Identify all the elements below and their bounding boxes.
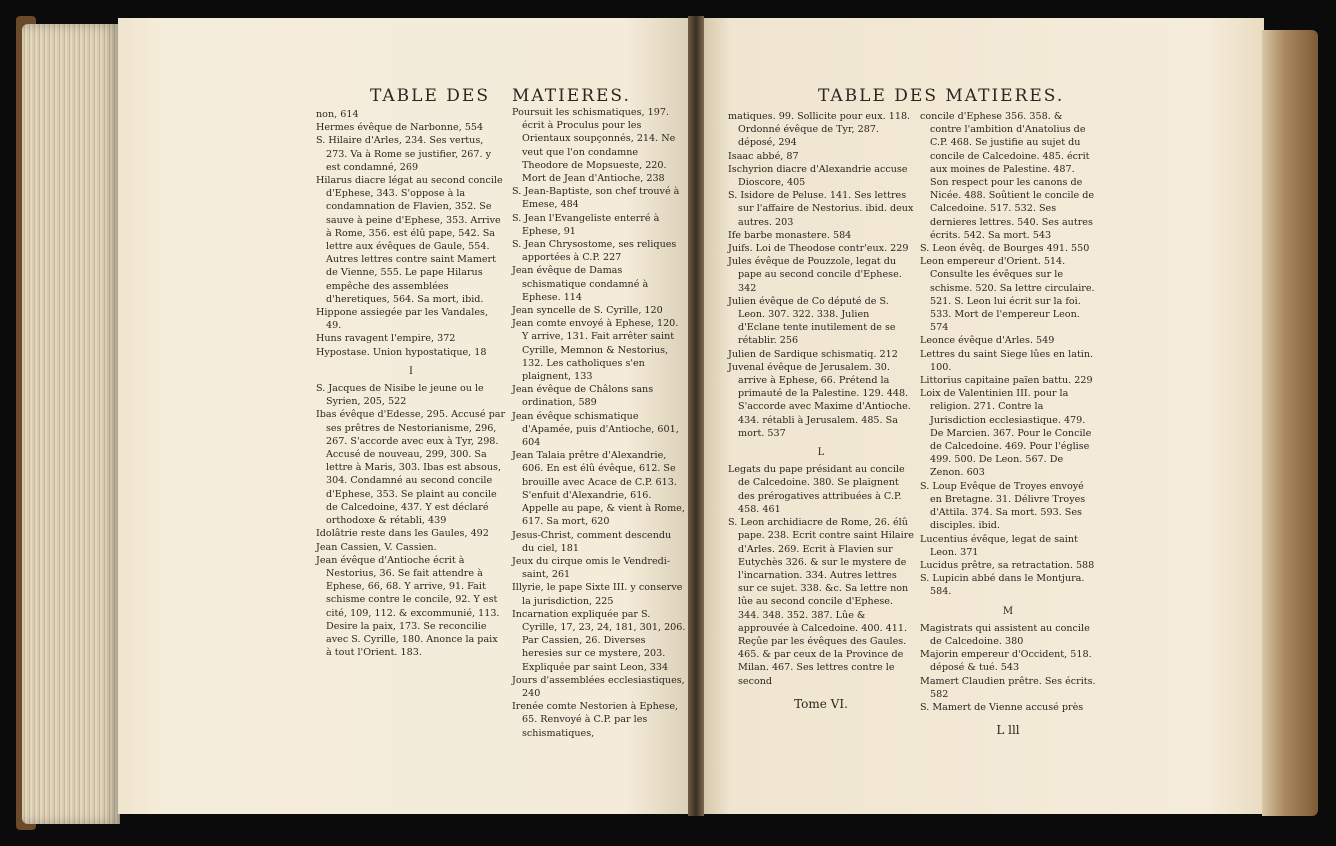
index-entry: Magistrats qui assistent au concile de Calcedoine. 380: [920, 622, 1090, 647]
index-entry: S. Isidore de Peluse. 141. Ses lettres sur l'affaire de Nestorius. ibid. deux autres. 203: [728, 190, 914, 228]
index-entry: concile d'Ephese 356. 358. & contre l'ambition d'Anatolius de C.P. 468. Se justifie au sujet du concile de Calcedoine. 485. écrit aux moines de Palestine. 487. Son respect pour les canons de Nicée. 488. Soûtient le concile de Calcedoine. 517. 532. Ses dernieres lettres. 540. Ses autres écrits. 542. Sa mort. 543: [920, 111, 1095, 241]
index-entry: S. Jacques de Nisibe le jeune ou le Syrien, 205, 522: [316, 383, 484, 408]
index-entry: S. Loup Evêque de Troyes envoyé en Bretagne. 31. Délivre Troyes d'Attila. 374. Sa mort. 593. Ses disciples. ibid.: [920, 480, 1086, 532]
index-entry: Huns ravagent l'empire, 372: [316, 333, 456, 345]
book-gutter: [688, 16, 704, 816]
index-entry: S. Jean Chrysostome, ses reliques apportées à C.P. 227: [512, 239, 677, 264]
index-entry: Ibas évêque d'Edesse, 295. Accusé par ses prêtres de Nestorianisme, 296, 267. S'accorde avec eux à Tyr, 298. Accusé de nouveau, 299, 300. Sa lettre à Maris, 303. Ibas est absous, 304. Condamné au second concile d'Ephese, 353. Se plaint au concile de Calcedoine, 437. Y est déclaré orthodoxe & rétabli, 439: [316, 409, 506, 527]
index-entry: Jean syncelle de S. Cyrille, 120: [512, 305, 663, 317]
index-entry: Incarnation expliquée par S. Cyrille, 17, 23, 24, 181, 301, 206. Par Cassien, 26. Diverses heresies sur ce mystere, 203. Expliquée par saint Leon, 334: [512, 608, 686, 673]
index-entry: S. Jean l'Evangeliste enterré à Ephese, 91: [512, 212, 660, 237]
index-entry: Jean évêque de Damas schismatique condamné à Ephese. 114: [512, 265, 649, 303]
index-entry: non, 614: [316, 109, 359, 120]
index-entry: Julien de Sardique schismatiq. 212: [728, 348, 898, 360]
page-signature: Tome VI.: [794, 696, 848, 711]
index-entry: S. Lupicin abbé dans le Montjura. 584.: [920, 573, 1085, 598]
index-entry: S. Leon archidiacre de Rome, 26. élû pape. 238. Ecrit contre saint Hilaire d'Arles. 269. Ecrit à Flavien sur Eutychès 326. & sur le mystere de l'incarnation. 334. Autres lettres sur ce sujet. 338. &c. Sa lettre non lûe au second concile d'Ephese. 344. 348. 352. 387. Lûe & approuvée à Calcedoine. 400. 411. Reçûe par les évêques des Gaules. 465. & par ceux de la Province de Milan. 467. Ses lettres contre le second: [728, 517, 914, 687]
column-2: [512, 106, 686, 740]
index-entry: Lucidus prêtre, sa retractation. 588: [920, 559, 1095, 571]
column-4: [920, 110, 1096, 737]
index-entry: S. Hilaire d'Arles, 234. Ses vertus, 273. Va à Rome se justifier, 267. y est condamné, 269: [316, 135, 492, 173]
index-entry: Leonce évêque d'Arles. 549: [920, 335, 1055, 347]
index-entry: Poursuit les schismatiques, 197. écrit à Proculus pour les Orientaux soupçonnés, 214. Ne veut que l'on condamne Theodore de Mopsueste, 220. Mort de Jean d'Antioche, 238: [512, 107, 676, 185]
book-cover-right: [1262, 30, 1318, 816]
index-entry: Hilarus diacre légat au second concile d'Ephese, 343. S'oppose à la condamnation de Flavien, 352. Se sauve à peine d'Ephese, 353. Arrive à Rome, 356. est élû pape, 542. Sa lettre aux évêques de Gaule, 554. Autres lettres contre saint Mamert de Vienne, 555. Le pape Hilarus empêche des assemblées d'heretiques, 564. Sa mort, ibid.: [316, 175, 503, 305]
index-entry: S. Mamert de Vienne accusé près: [920, 701, 1084, 713]
index-entry: Hippone assiegée par les Vandales, 49.: [316, 307, 488, 332]
left-page-header: TABLE DES: [370, 86, 490, 106]
index-entry: Jean Talaia prêtre d'Alexandrie, 606. En est élû évêque, 612. Se brouille avec Acace de C.P. 613. S'enfuit d'Alexandrie, 616. Appelle au pape, & vient à Rome, 617. Sa mort, 620: [512, 450, 685, 528]
index-entry: Lettres du saint Siege lûes en latin. 100.: [920, 348, 1094, 373]
page-signature: L lll: [996, 723, 1020, 738]
center-header: MATIERES.: [512, 86, 631, 106]
index-entry: S. Leon évêq. de Bourges 491. 550: [920, 243, 1090, 255]
index-entry: matiques. 99. Sollicite pour eux. 118. Ordonné évêque de Tyr, 287. déposé, 294: [728, 111, 911, 149]
index-entry: Illyrie, le pape Sixte III. y conserve la jurisdiction, 225: [512, 582, 683, 607]
index-entry: Juifs. Loi de Theodose contr'eux. 229: [728, 243, 909, 255]
index-entry: Littorius capitaine païen battu. 229: [920, 375, 1093, 387]
index-entry: Hermes évêque de Narbonne, 554: [316, 122, 484, 134]
index-entry: Mamert Claudien prêtre. Ses écrits. 582: [920, 675, 1096, 700]
index-entry: Leon empereur d'Orient. 514. Consulte les évêques sur le schisme. 520. Sa lettre circulaire. 521. S. Leon lui écrit sur la foi. 533. Mort de l'empereur Leon. 574: [920, 256, 1095, 334]
section-letter: M: [1002, 605, 1014, 617]
index-entry: Jean évêque d'Antioche écrit à Nestorius, 36. Se fait attendre à Ephese, 66, 68. Y arrive, 91. Fait schisme contre le concile, 92. Y est cité, 109, 112. & excommunié, 113. Desire la paix, 173. Se reconcilie avec S. Cyrille, 180. Anonce la paix à tout l'Orient. 183.: [316, 554, 500, 659]
index-entry: S. Jean-Baptiste, son chef trouvé à Emese, 484: [512, 186, 680, 211]
index-entry: Jean évêque schismatique d'Apamée, puis d'Antioche, 601, 604: [512, 410, 679, 449]
index-entry: Jours d'assemblées ecclesiastiques, 240: [512, 674, 685, 699]
index-entry: Lucentius évêque, legat de saint Leon. 371: [920, 533, 1078, 558]
section-letter: L: [817, 447, 825, 459]
index-entry: Jean évêque de Châlons sans ordination, 589: [512, 384, 654, 409]
index-entry: Legats du pape présidant au concile de Calcedoine. 380. Se plaignent des prérogatives attribuées à C.P. 458. 461: [728, 464, 905, 515]
index-entry: Juvenal évêque de Jerusalem. 30. arrive à Ephese, 66. Prétend la primauté de la Palestine. 129. 448. S'accorde avec Maxime d'Antioche. 434. rétabli à Jerusalem. 485. Sa mort. 537: [728, 361, 911, 439]
section-letter: I: [409, 365, 413, 377]
index-entry: Jean Cassien, V. Cassien.: [316, 541, 437, 553]
index-entry: Ischyrion diacre d'Alexandrie accuse Dioscore, 405: [728, 163, 908, 189]
index-entry: Julien évêque de Co député de S. Leon. 307. 322. 338. Julien d'Eclane tente inutilement de se rétablir. 256: [728, 295, 896, 347]
index-entry: Majorin empereur d'Occident, 518. déposé & tué. 543: [920, 649, 1092, 674]
index-entry: Irenée comte Nestorien à Ephese, 65. Renvoyé à C.P. par les schismatiques,: [512, 701, 679, 739]
index-entry: Jeux du cirque omis le Vendredi-saint, 261: [512, 555, 671, 581]
page-edges: [22, 24, 120, 824]
index-entry: Jules évêque de Pouzzole, legat du pape au second concile d'Ephese. 342: [728, 256, 902, 294]
index-entry: Ife barbe monastere. 584: [728, 229, 852, 241]
index-entry: Loix de Valentinien III. pour la religion. 271. Contre la Jurisdiction ecclesiastique. 479. De Marcien. 367. Pour le Concile de Calcedoine. 469. Pour l'église 499. 500. De Leon. 567. De Zenon. 603: [920, 388, 1092, 479]
column-3: [728, 110, 914, 711]
index-entry: Jesus-Christ, comment descendu du ciel, 181: [512, 529, 672, 554]
index-entry: Isaac abbé, 87: [728, 150, 799, 162]
right-page-header: TABLE DES MATIERES.: [818, 86, 1065, 106]
index-entry: Jean comte envoyé à Ephese, 120. Y arrive, 131. Fait arrêter saint Cyrille, Memnon & Nestorius, 132. Les catholiques s'en plaignent, 133: [512, 318, 679, 383]
index-entry: Hypostase. Union hypostatique, 18: [316, 346, 487, 358]
index-entry: Idolâtrie reste dans les Gaules, 492: [316, 528, 489, 540]
column-1: [316, 108, 506, 659]
